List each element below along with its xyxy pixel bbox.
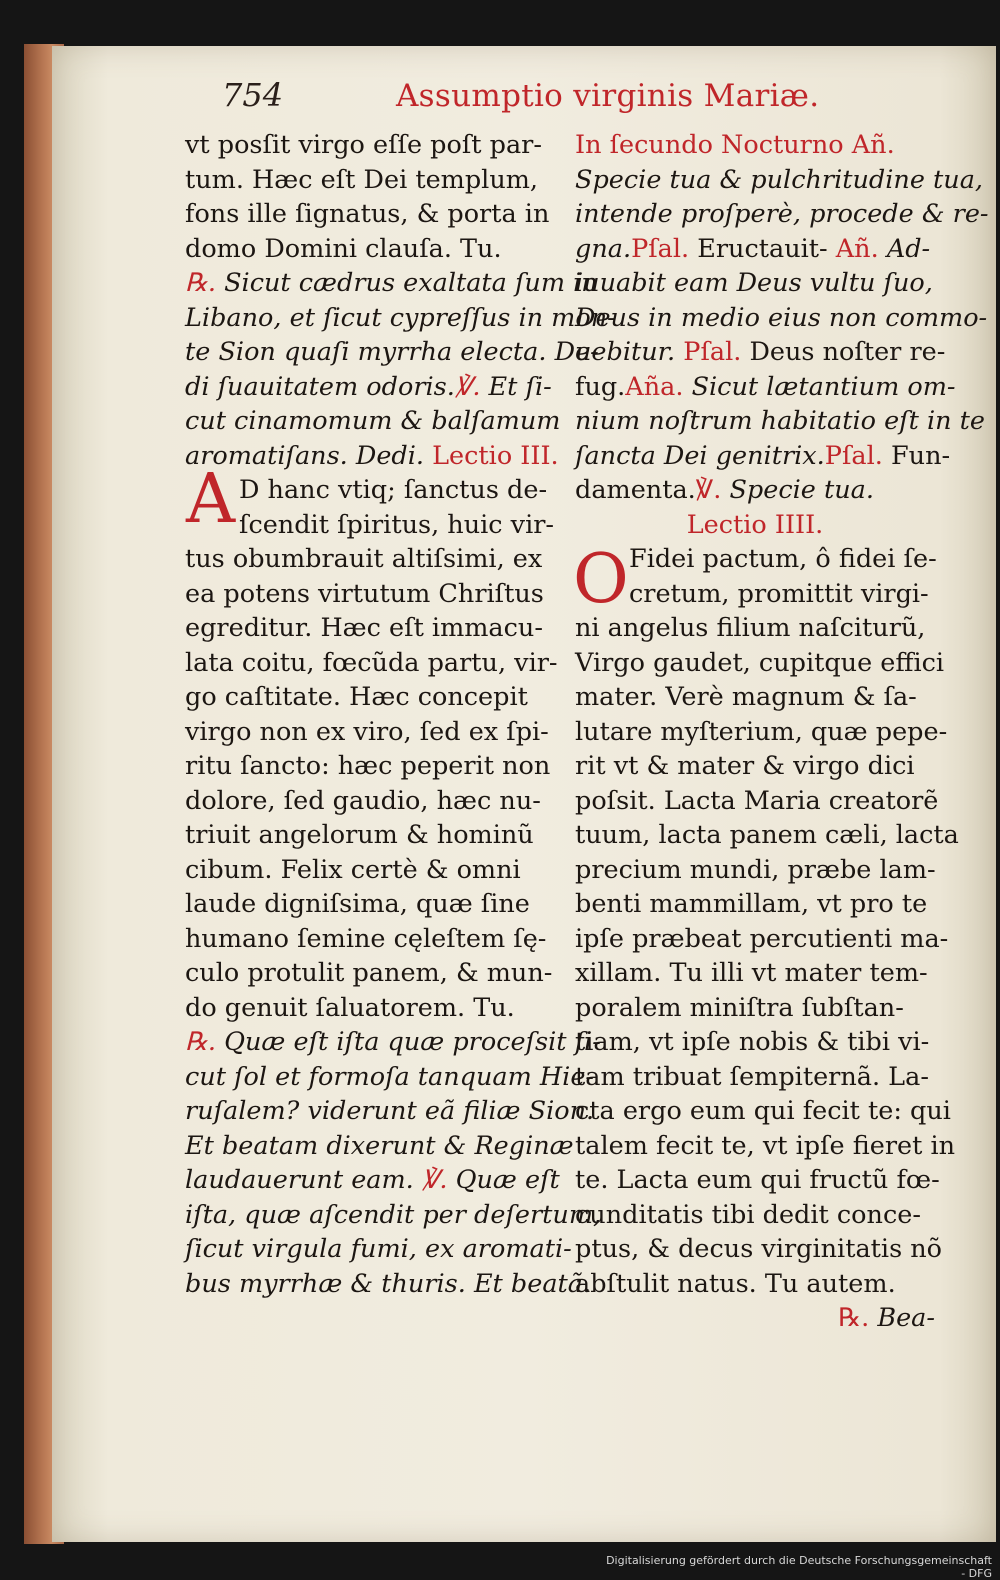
responsory-mark: ℞. <box>185 1027 216 1057</box>
nocturn-heading: In ſecundo Nocturno Añ. <box>575 130 895 160</box>
responsory-line: ℞. Quæ eſt iſta quæ proceſsit ſi- <box>185 1027 601 1057</box>
text-line: virgo non ex viro, ſed ex ſpi- <box>185 716 549 747</box>
text-line: poſsit. Lacta Maria creatorẽ <box>575 785 939 816</box>
text-line: cta ergo eum qui fecit te: qui <box>575 1096 951 1126</box>
antiphon-line: Specie tua & pulchritudine tua, <box>575 164 983 195</box>
text-line: benti mammillam, vt pro te <box>575 889 928 919</box>
lectio-first-line: ſcendit ſpiritus, huic vir- <box>239 509 555 540</box>
responsory-mark: ℞. <box>185 268 216 298</box>
antiphon-line: ſancta Dei genitrix.Pſal. Fun- <box>575 440 951 471</box>
text-line: lutare myſterium, quæ pepe- <box>575 716 948 747</box>
text-line: ptus, & decus virginitatis nõ <box>575 1234 943 1264</box>
lectio-heading: Lectio IIII. <box>686 509 824 540</box>
text-line: triuit angelorum & hominũ <box>185 820 534 850</box>
antiphon-label: Aña. <box>625 371 684 402</box>
text-line: Virgo gaudet, cupitque effici <box>575 647 945 678</box>
left-column <box>185 128 616 1301</box>
responsory-line: te Sion quaſi myrrha electa. De- <box>185 337 599 367</box>
text-line: cunditatis tibi dedit conce- <box>575 1199 921 1230</box>
antiphon-line: damenta.℣. Specie tua. <box>575 475 874 505</box>
decorated-initial: A <box>186 460 236 539</box>
text-line: poralem miniſtra ſubſtan- <box>575 992 904 1023</box>
responsory-line: bus myrrhæ & thuris. Et beatã. <box>185 1268 592 1299</box>
text-line: tam tribuat ſempiternã. La- <box>575 1061 929 1092</box>
digitization-credit: Digitalisierung gefördert durch die Deutsche Forschungsgemeinschaft - DFG <box>606 1554 992 1580</box>
text-line: domo Domini clauſa. Tu. <box>185 233 502 264</box>
antiphon-line: iuuabit eam Deus vultu ſuo, <box>575 268 933 298</box>
responsory-line: di ſuauitatem odoris.℣. Et ſi- <box>185 371 552 402</box>
responsory-line: Et beatam dixerunt & Reginæ <box>185 1130 574 1161</box>
responsory-line: ruſalem? viderunt eã filiæ Sion. <box>185 1096 595 1126</box>
responsory-line: aromatiſans. Dedi. Lectio III. <box>185 440 559 471</box>
running-title: Assumptio virginis Mariæ. <box>396 78 820 114</box>
text-line: laude digniſsima, quæ ſine <box>185 889 530 919</box>
responsory-line: ſicut virgula fumi, ex aromati- <box>185 1234 572 1264</box>
text-line: te. Lacta eum qui fructũ fœ- <box>575 1165 940 1195</box>
text-line: fons ille ſignatus, & porta in <box>185 199 550 229</box>
antiphon-line: fug.Aña. Sicut lætantium om- <box>575 371 956 402</box>
lectio-first-line: cretum, promittit virgi- <box>629 578 929 609</box>
text-line: tuum, lacta panem cæli, lacta <box>575 820 959 850</box>
psalm-label: Pſal. <box>631 233 690 264</box>
text-line: tum. Hæc eſt Dei templum, <box>185 164 539 195</box>
catchword: ℞. Bea- <box>838 1303 935 1333</box>
right-column <box>575 128 989 1336</box>
antiphon-line: intende proſperè, procede & re- <box>575 199 989 229</box>
antiphon-line: Deus in medio eius non commo- <box>575 302 988 333</box>
responsory-line: cut ſol et formoſa tanquam Hie- <box>185 1061 595 1092</box>
lectio-first-line: Fidei pactum, ô fidei ſe- <box>629 544 937 574</box>
versicle-mark: ℣. <box>421 1165 448 1195</box>
responsory-line: iſta, quæ aſcendit per deſertum, <box>185 1199 602 1230</box>
text-line: ipſe præbeat percutienti ma- <box>575 923 949 954</box>
lectio-first-line: D hanc vtiq; ſanctus de- <box>239 475 548 505</box>
text-line: dolore, ſed gaudio, hæc nu- <box>185 785 541 816</box>
text-line: vt posſit virgo eſſe poſt par- <box>185 130 542 160</box>
responsory-line: Libano, et ſicut cypreſſus in mon- <box>185 302 616 333</box>
text-line: tiam, vt ipſe nobis & tibi vi- <box>575 1027 930 1057</box>
text-line: ni angelus filium naſciturũ, <box>575 613 926 643</box>
page-number: 754 <box>222 76 284 114</box>
antiphon-label: Añ. <box>835 233 879 264</box>
text-line: talem fecit te, vt ipſe fieret in <box>575 1130 956 1161</box>
versicle-mark: ℣. <box>454 371 481 402</box>
text-line: tus obumbrauit altiſsimi, ex <box>185 544 543 574</box>
antiphon-line: uebitur. Pſal. Deus noſter re- <box>575 337 946 367</box>
decorated-initial: O <box>573 540 629 619</box>
text-line: cibum. Felix certè & omni <box>185 854 521 885</box>
text-line: precium mundi, præbe lam- <box>575 854 936 885</box>
text-line: lata coitu, fœcũda partu, vir- <box>185 647 558 678</box>
text-line: culo protulit panem, & mun- <box>185 958 553 988</box>
text-line: ritu ſancto: hæc peperit non <box>185 751 551 781</box>
text-line: egreditur. Hæc eſt immacu- <box>185 613 543 643</box>
responsory-line: ℞. Sicut cædrus exaltata ſum in <box>185 268 598 298</box>
antiphon-line: gna.Pſal. Eructauit- Añ. Ad- <box>575 233 931 264</box>
text-line: do genuit ſaluatorem. Tu. <box>185 992 515 1023</box>
antiphon-line: nium noſtrum habitatio eſt in te <box>575 406 985 436</box>
psalm-label: Pſal. <box>683 337 742 367</box>
responsory-mark: ℞. <box>838 1303 870 1333</box>
responsory-line: laudauerunt eam. ℣. Quæ eſt <box>185 1165 560 1195</box>
text-line: mater. Verè magnum & ſa- <box>575 682 917 712</box>
responsory-line: cut cinamomum & balſamum <box>185 406 561 436</box>
text-line: xillam. Tu illi vt mater tem- <box>575 958 928 988</box>
text-line: go caſtitate. Hæc concepit <box>185 682 528 712</box>
psalm-label: Pſal. <box>824 440 883 471</box>
text-line: ea potens virtutum Chriſtus <box>185 578 544 609</box>
text-line: humano ſemine cęleſtem ſę- <box>185 923 547 954</box>
lectio-heading: Lectio III. <box>432 440 559 471</box>
page-header <box>222 76 820 120</box>
text-line: rit vt & mater & virgo dici <box>575 751 915 781</box>
text-line: abſtulit natus. Tu autem. <box>575 1268 896 1299</box>
versicle-mark: ℣. <box>695 475 722 505</box>
